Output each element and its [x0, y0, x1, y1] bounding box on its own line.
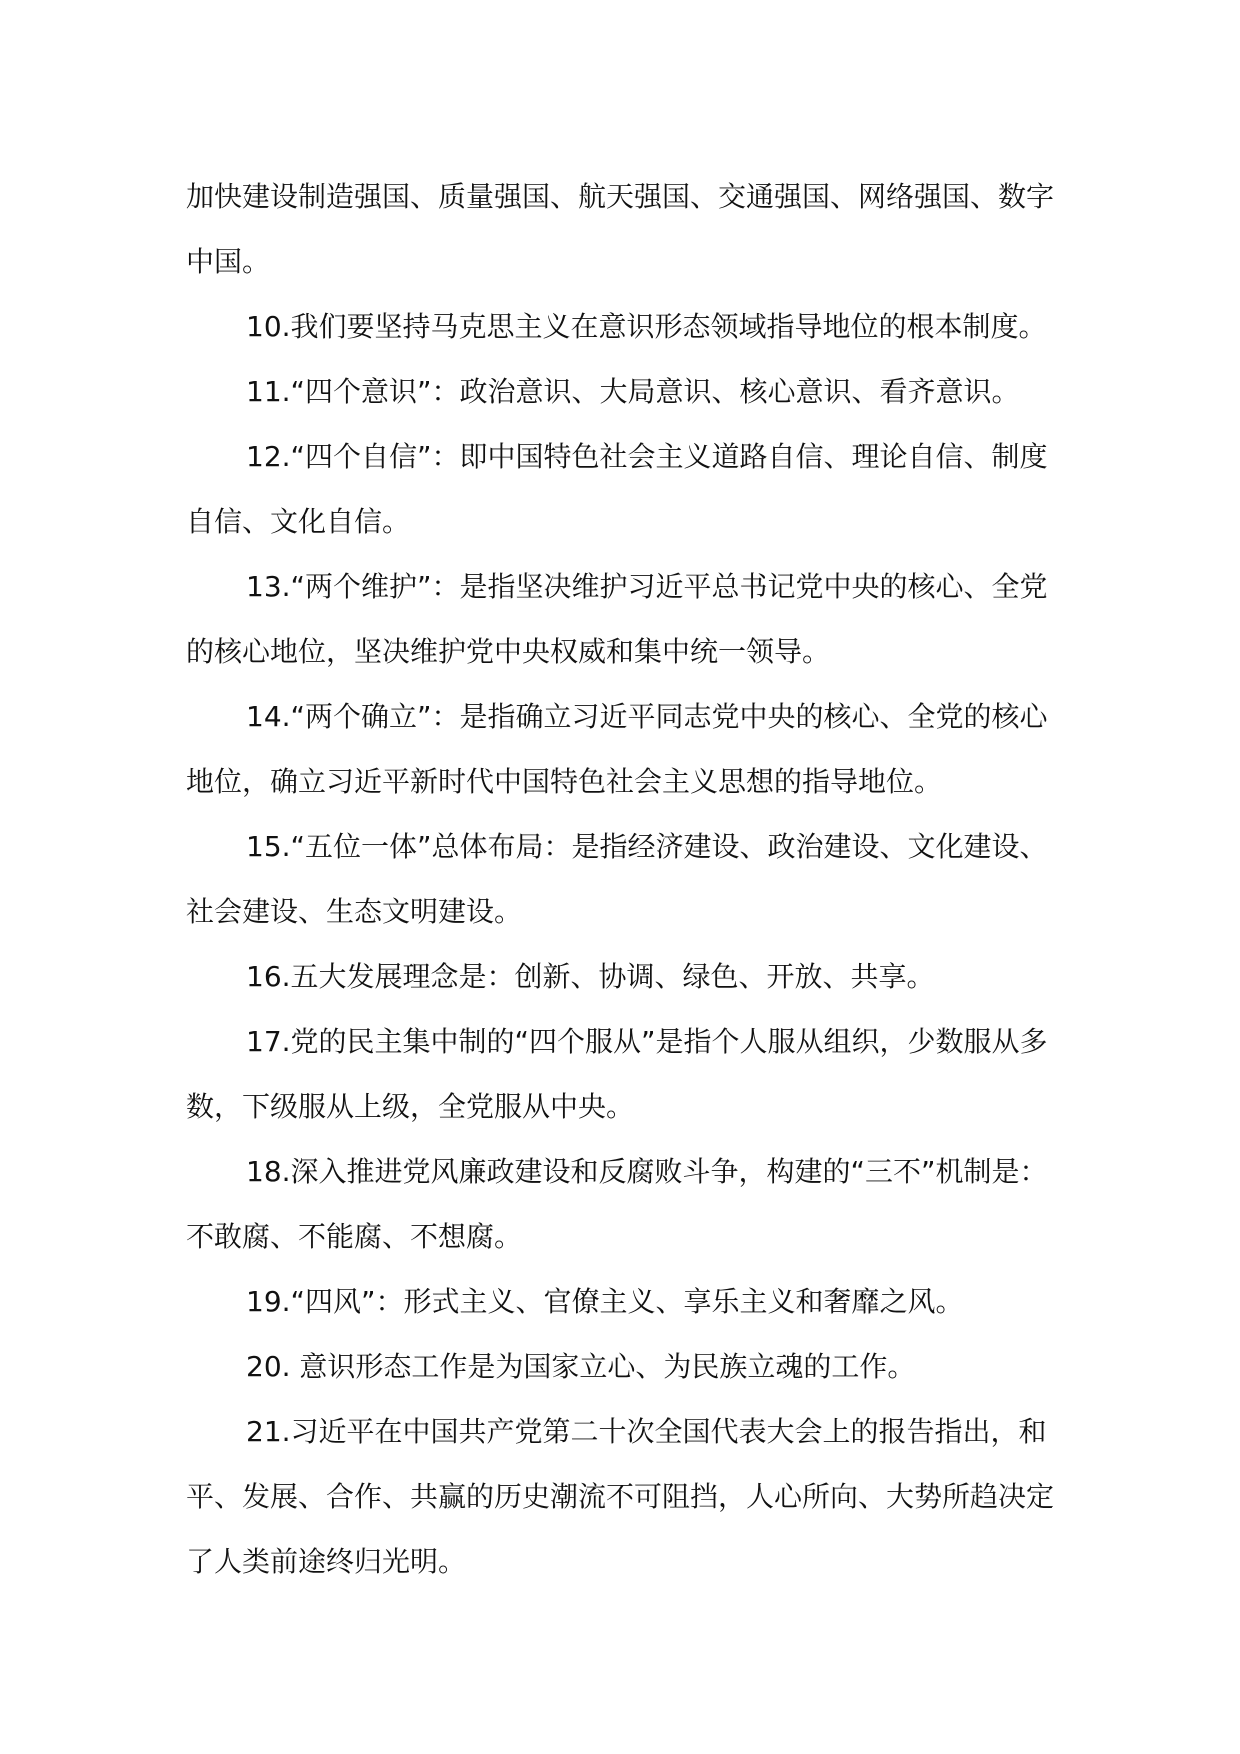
paragraph: 15.“五位一体”总体布局：是指经济建设、政治建设、文化建设、社会建设、生态文明建设。 — [186, 830, 1048, 928]
paragraph: 18.深入推进党风廉政建设和反腐败斗争，构建的“三不”机制是：不敢腐、不能腐、不想腐。 — [186, 1155, 1048, 1253]
paragraph: 11.“四个意识”：政治意识、大局意识、核心意识、看齐意识。 — [246, 375, 1020, 408]
document-body — [186, 164, 1066, 1594]
paragraph: 20. 意识形态工作是为国家立心、为民族立魂的工作。 — [246, 1350, 916, 1383]
paragraph: 加快建设制造强国、质量强国、航天强国、交通强国、网络强国、数字中国。 — [186, 180, 1055, 278]
paragraph: 10.我们要坚持马克思主义在意识形态领域指导地位的根本制度。 — [246, 310, 1047, 343]
paragraph: 21.习近平在中国共产党第二十次全国代表大会上的报告指出，和平、发展、合作、共赢的历史潮流不可阻挡，人心所向、大势所趋决定了人类前途终归光明。 — [186, 1415, 1055, 1578]
paragraph: 13.“两个维护”：是指坚决维护习近平总书记党中央的核心、全党的核心地位，坚决维护党中央权威和集中统一领导。 — [186, 570, 1048, 668]
paragraph: 14.“两个确立”：是指确立习近平同志党中央的核心、全党的核心地位，确立习近平新时代中国特色社会主义思想的指导地位。 — [186, 700, 1048, 798]
paragraph: 12.“四个自信”：即中国特色社会主义道路自信、理论自信、制度自信、文化自信。 — [186, 440, 1048, 538]
paragraph: 16.五大发展理念是：创新、协调、绿色、开放、共享。 — [246, 960, 935, 993]
paragraph: 19.“四风”：形式主义、官僚主义、享乐主义和奢靡之风。 — [246, 1285, 964, 1318]
paragraph: 17.党的民主集中制的“四个服从”是指个人服从组织，少数服从多数，下级服从上级，全党服从中央。 — [186, 1025, 1048, 1123]
